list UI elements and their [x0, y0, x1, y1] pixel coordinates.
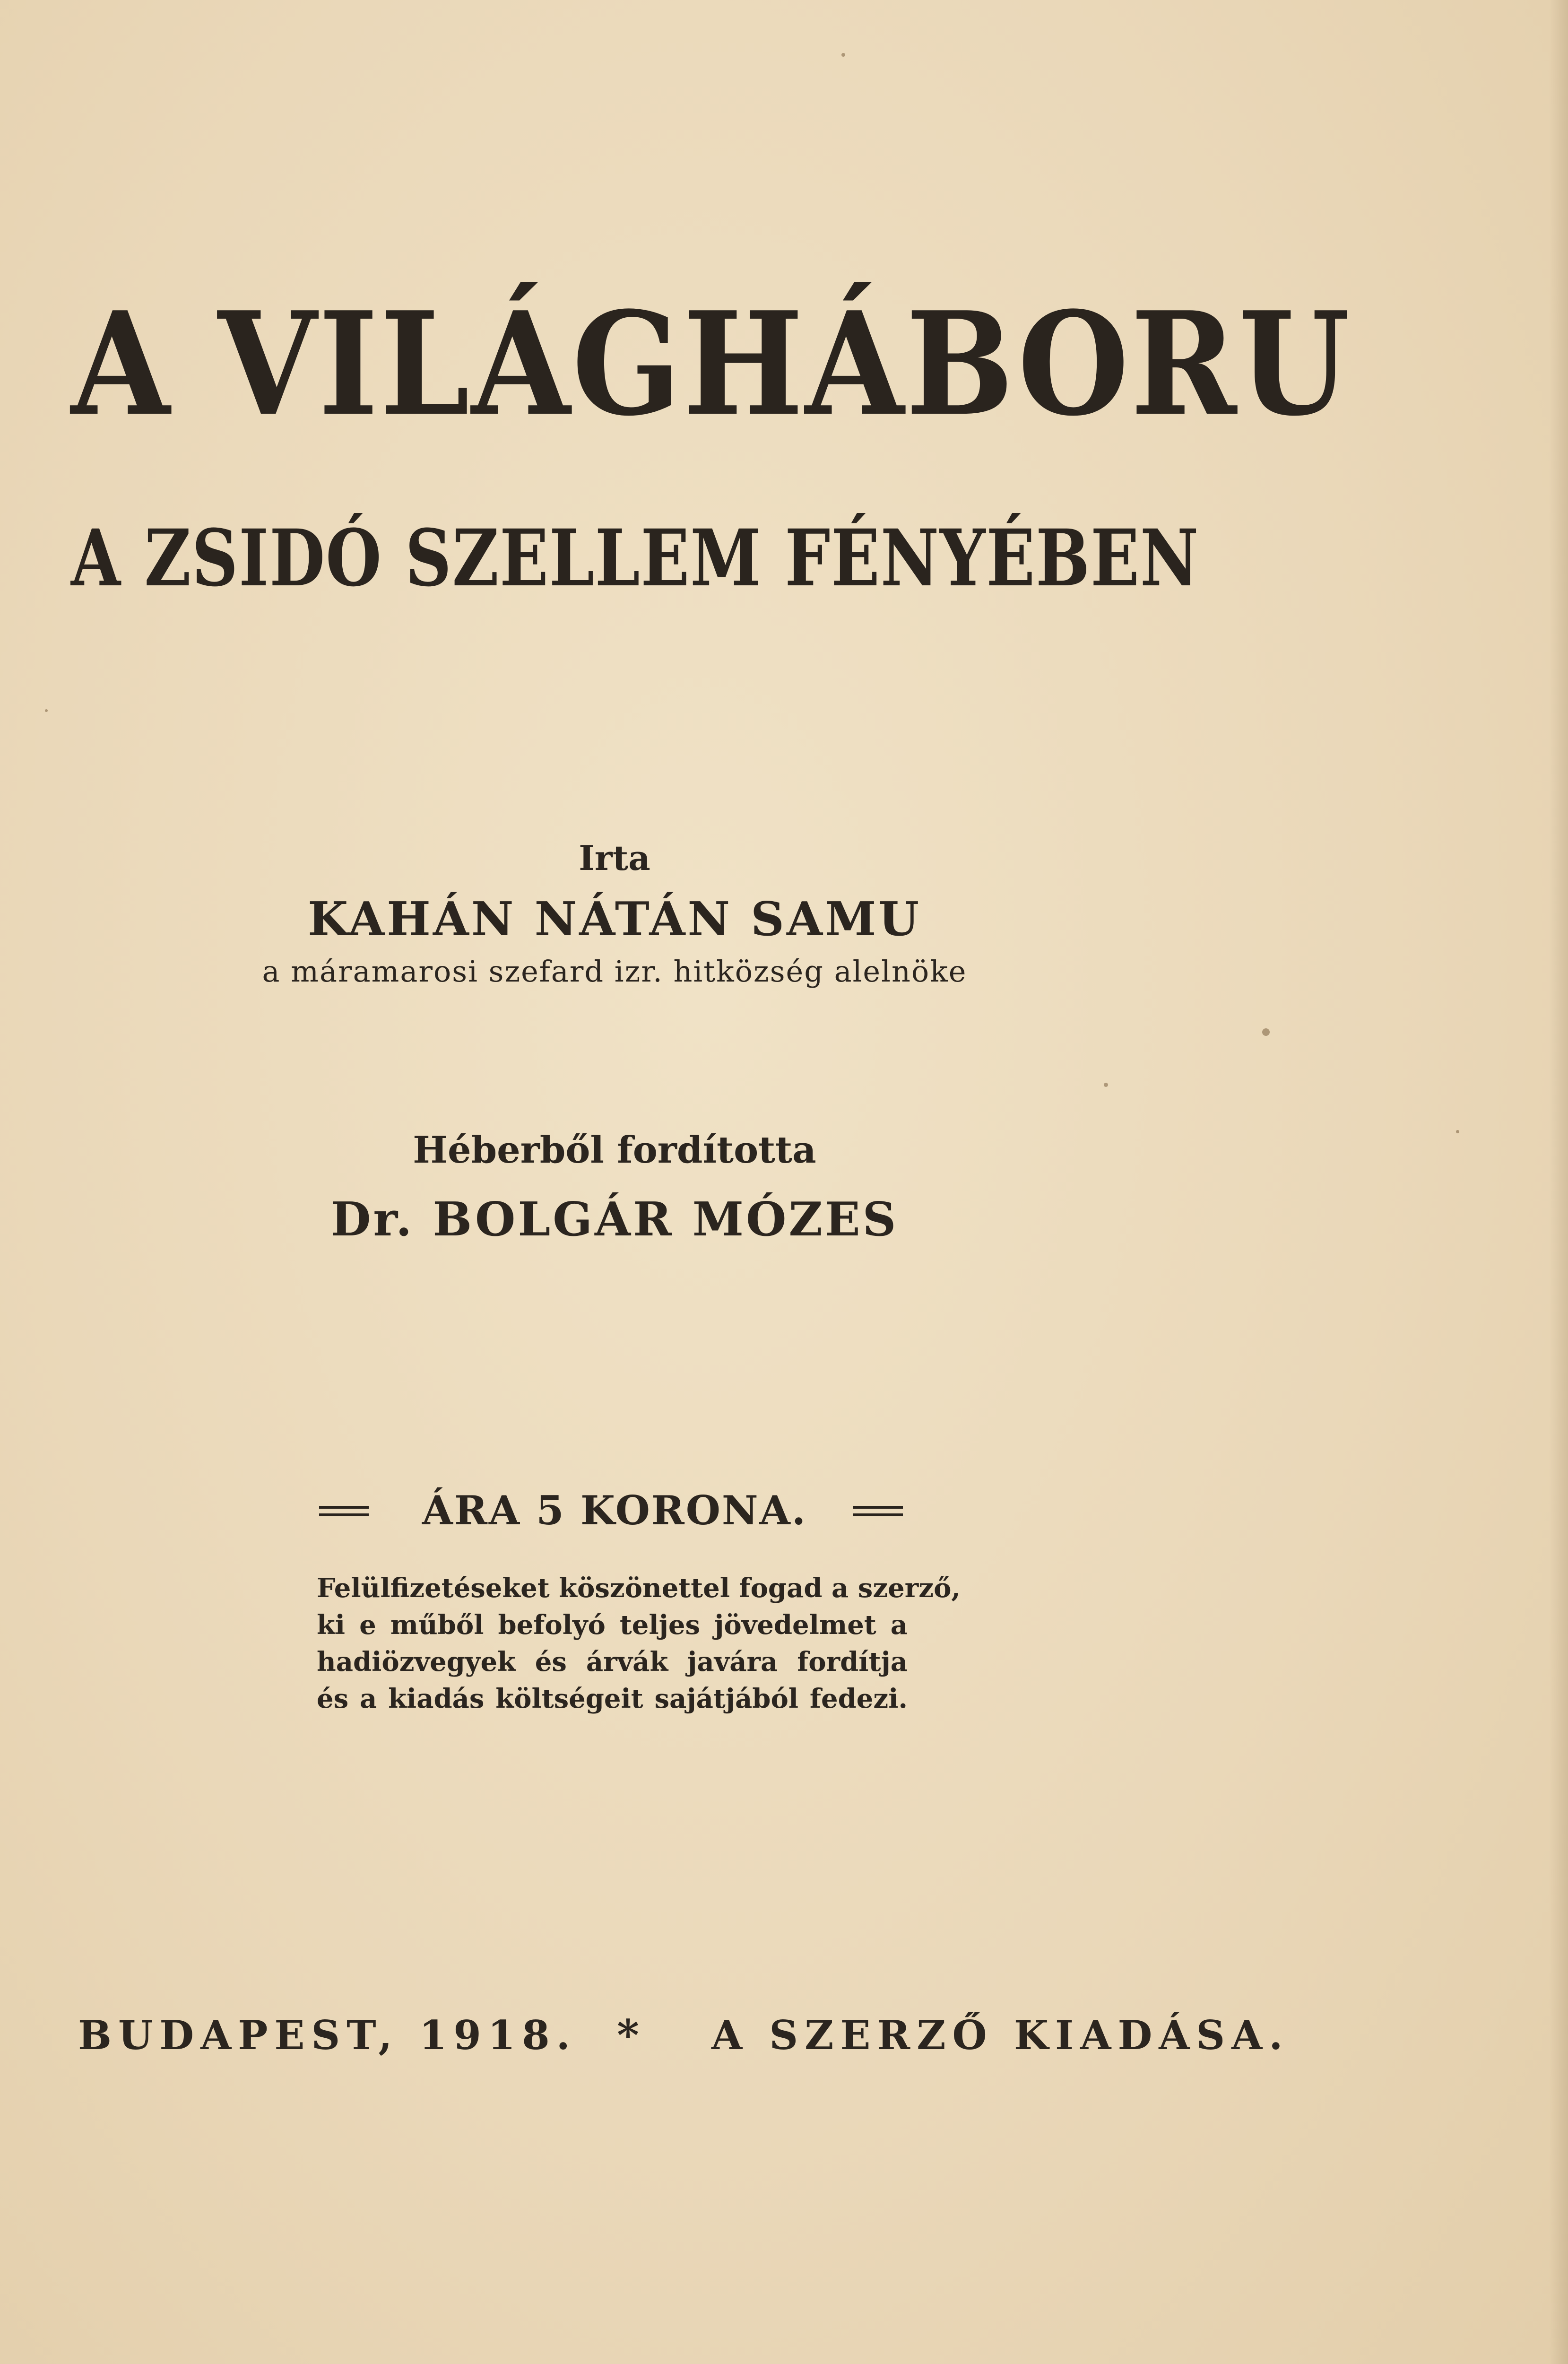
- donation-note: [317, 1570, 961, 1717]
- paper-speck: [1262, 1028, 1270, 1036]
- page-edge-shadow: [1549, 0, 1568, 2364]
- note-line: és a kiadás költségeit sajátjából fedezi.: [317, 1683, 908, 1714]
- subtitle: A ZSIDÓ SZELLEM FÉNYÉBEN: [71, 512, 1200, 604]
- price-label: ÁRA 5 KORONA.: [422, 1487, 807, 1534]
- author-role: a máramarosi szefard izr. hitközség alelnöke: [262, 954, 967, 989]
- paper-speck: [1104, 1083, 1108, 1087]
- paper-speck: [1456, 1130, 1459, 1133]
- double-dash-right-ornament: [853, 1506, 903, 1516]
- price-row: [0, 1487, 1229, 1534]
- asterisk-separator-icon: *: [617, 2010, 640, 2060]
- author-name: KAHÁN NÁTÁN SAMU: [308, 892, 921, 947]
- note-line: Felülfizetéseket köszönettel fogad a szerző,: [317, 1573, 961, 1604]
- note-line: ki e műből befolyó teljes jövedelmet a: [317, 1609, 908, 1641]
- translator-label: Héberből fordította: [413, 1129, 816, 1172]
- publisher: A SZERZŐ KIADÁSA.: [711, 2012, 1290, 2059]
- imprint-footer: [78, 2007, 1290, 2064]
- note-line: hadiözvegyek és árvák javára fordítja: [317, 1646, 908, 1677]
- main-title: A VILÁGHÁBORU: [71, 280, 1351, 447]
- paper-speck: [45, 709, 48, 712]
- place-and-year: BUDAPEST, 1918.: [78, 2012, 577, 2059]
- author-label: Irta: [579, 838, 650, 878]
- translator-name: Dr. BOLGÁR MÓZES: [330, 1192, 899, 1247]
- paper-speck: [841, 53, 845, 57]
